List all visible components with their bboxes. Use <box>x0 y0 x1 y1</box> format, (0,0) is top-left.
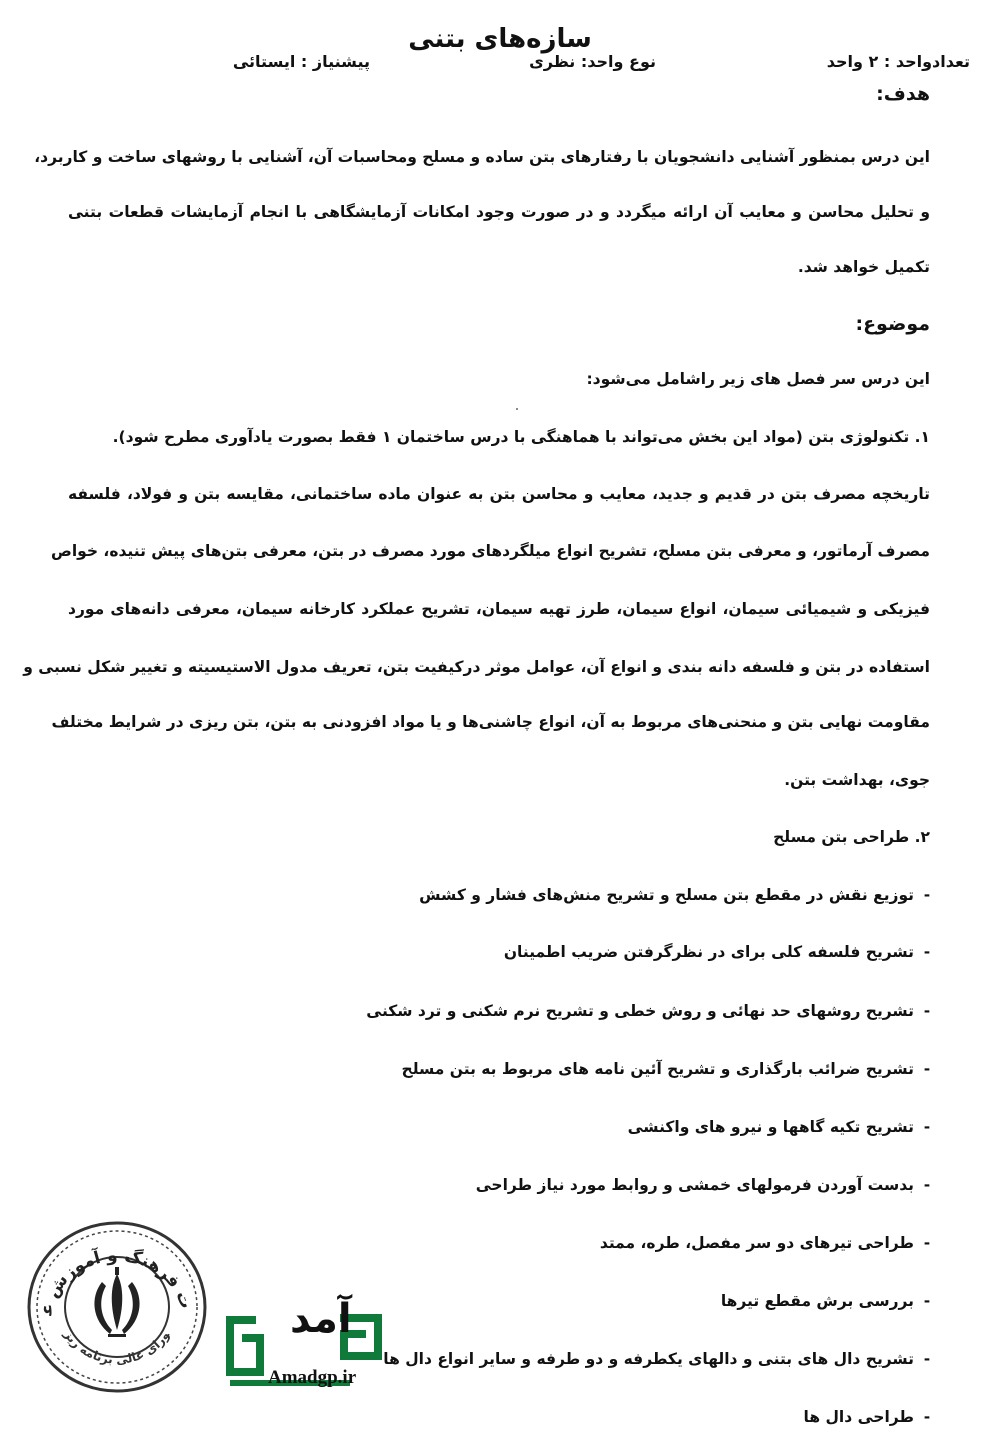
prerequisite: پیشنیاز : ایستائی <box>232 52 370 71</box>
units-count: تعدادواحد : ۲ واحد <box>826 52 970 71</box>
list-item <box>383 1350 940 1368</box>
seal-inner-text: ورای عالی برنامه ریز <box>61 1327 173 1367</box>
subject-intro: این درس سر فصل های زیر راشامل می‌شود: <box>586 370 930 388</box>
bullet-mark: - <box>923 1060 931 1078</box>
emblem-icon <box>94 1267 139 1337</box>
goal-heading: هدف: <box>876 83 930 105</box>
section-1-line-3: فیزیکی و شیمیائی سیمان، انواع سیمان، طرز تهیه سیمان، تشریح عملکرد کارخانه سیمان، معرفی دانه‌های مورد <box>68 600 930 618</box>
bullet-mark: - <box>923 1234 931 1252</box>
list-item <box>804 1408 940 1426</box>
bullet-mark: - <box>923 886 931 904</box>
bullet-mark: - <box>923 1350 931 1368</box>
section-1-line-1: تاریخچه مصرف بتن در قدیم و جدید، معایب و محاسن بتن به عنوان ماده ساختمانی، مقایسه بتن و فولاد، فلسفه <box>68 485 930 503</box>
subject-heading: موضوع: <box>855 313 930 335</box>
document-title: سازه‌های بتنی <box>408 24 592 54</box>
unit-type: نوع واحد: نظری <box>529 52 656 71</box>
goal-line-3: تکمیل خواهد شد. <box>797 258 930 276</box>
speck <box>516 408 518 410</box>
official-seal <box>22 1212 212 1402</box>
list-item-text: تشریح روشهای حد نهائی و روش خطی و تشریح نرم شکنی و ترد شکنی <box>366 1002 914 1020</box>
list-item-text: توزیع نقش در مقطع بتن مسلح و تشریح منش‌های فشار و کشش <box>419 886 914 904</box>
section-2-title: ۲. طراحی بتن مسلح <box>773 828 930 846</box>
bullet-mark: - <box>923 1002 931 1020</box>
list-item <box>476 1176 940 1194</box>
section-1-title: ۱. تکنولوژی بتن (مواد این بخش می‌تواند با هماهنگی با درس ساختمان ۱ فقط بصورت یادآوری مطرح شود). <box>112 428 930 446</box>
list-item-text: بررسی برش مقطع تیرها <box>720 1292 914 1310</box>
bullet-mark: - <box>923 943 931 961</box>
list-item-text: طراحی دال ها <box>803 1408 914 1426</box>
svg-text:وزارت فرهنگ و آموزش عالی <box>22 1212 196 1318</box>
list-item <box>600 1234 940 1252</box>
list-item-text: طراحی تیرهای دو سر مفصل، طره، ممتد <box>599 1234 914 1252</box>
bullet-mark: - <box>923 1292 931 1310</box>
section-1-line-6: جوی، بهداشت بتن. <box>784 771 930 789</box>
goal-line-1: این درس بمنظور آشنایی دانشجویان با رفتارهای بتن ساده و مسلح ومحاسبات آن، آشنایی با روشهای ساخت و کاربرد، <box>34 148 930 166</box>
list-item <box>504 943 940 961</box>
section-1-line-2: مصرف آرماتور، و معرفی بتن مسلح، تشریح انواع میلگردهای مورد مصرف در بتن، معرفی بتن‌های پیش تنیده، خواص <box>50 542 930 560</box>
section-1-line-4: استفاده در بتن و فلسفه دانه بندی و انواع آن، عوامل موثر درکیفیت بتن، تعریف مدول الاستیسیته و تغییر شکل نسبی و <box>23 658 930 676</box>
list-item-text: بدست آوردن فرمولهای خمشی و روابط مورد نیاز طراحی <box>475 1176 914 1194</box>
seal-graphic <box>22 1212 212 1402</box>
bullet-mark: - <box>923 1118 931 1136</box>
goal-line-2: و تحلیل محاسن و معایب آن ارائه میگردد و در صورت وجود امکانات آزمایشگاهی با انجام آزمایشات قطعات بتنی <box>68 203 930 221</box>
bullet-mark: - <box>923 1408 931 1426</box>
bullet-mark: - <box>923 1176 931 1194</box>
list-item-text: تشریح دال های بتنی و دالهای یکطرفه و دو طرفه و سایر انواع دال ها <box>383 1350 914 1368</box>
list-item <box>366 1002 940 1020</box>
logo-persian-text: آمد <box>290 1296 352 1342</box>
seal-text: ت فرهنگ و آموزش ع <box>36 1245 197 1317</box>
logo-url: Amadgp.ir <box>268 1367 357 1388</box>
list-item <box>721 1292 940 1310</box>
list-item <box>628 1118 940 1136</box>
list-item-text: تشریح فلسفه کلی برای در نظرگرفتن ضریب اطمینان <box>503 943 914 961</box>
list-item-text: تشریح ضرائب بارگذاری و تشریح آئین نامه های مربوط به بتن مسلح <box>401 1060 914 1078</box>
list-item-text: تشریح تکیه گاهها و نیرو های واکنشی <box>627 1118 914 1136</box>
section-1-line-5: مقاومت نهایی بتن و منحنی‌های مربوط به آن، انواع چاشنی‌ها و یا مواد افزودنی به بتن، بتن ریزی در شرایط مختلف <box>51 713 930 731</box>
list-item <box>419 886 940 904</box>
list-item <box>402 1060 940 1078</box>
